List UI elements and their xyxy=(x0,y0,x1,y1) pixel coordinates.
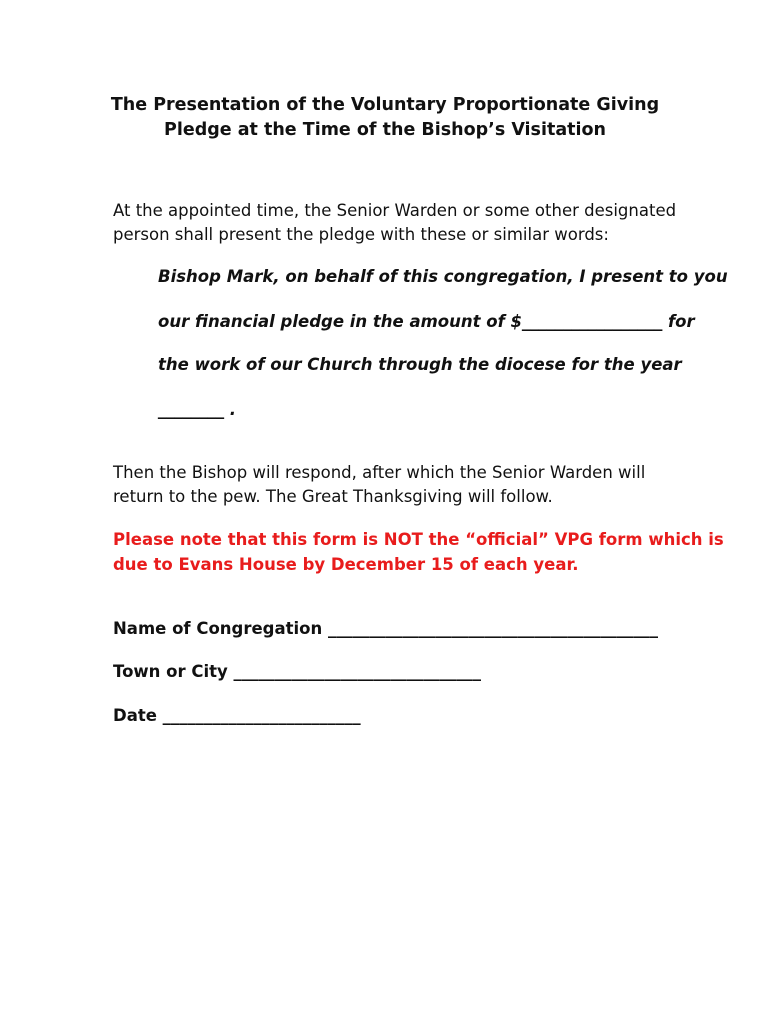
date-field: Date ________________________ xyxy=(113,706,361,725)
response-line-2: return to the pew. The Great Thanksgiving will follow. xyxy=(113,487,553,506)
town-city-field: Town or City ______________________________ xyxy=(113,662,482,681)
intro-line-2: person shall present the pledge with these or similar words: xyxy=(113,225,609,244)
pledge-line-4: ________ . xyxy=(158,400,237,419)
pledge-line-1: Bishop Mark, on behalf of this congregation, I present to you xyxy=(158,267,728,286)
intro-paragraph xyxy=(113,199,677,247)
page-title xyxy=(0,93,770,143)
intro-line-1: At the appointed time, the Senior Warden or some other designated xyxy=(113,201,677,220)
pledge-line-2: our financial pledge in the amount of $_________________ for xyxy=(158,312,695,331)
note-line-1: Please note that this form is NOT the “official” VPG form which is xyxy=(113,530,724,549)
response-line-1: Then the Bishop will respond, after which the Senior Warden will xyxy=(113,463,646,482)
note-line-2: due to Evans House by December 15 of each year. xyxy=(113,555,579,574)
response-paragraph xyxy=(113,461,653,509)
important-note xyxy=(113,527,724,577)
title-line-1: The Presentation of the Voluntary Proportionate Giving xyxy=(110,95,660,115)
title-line-2: Pledge at the Time of the Bishop’s Visitation xyxy=(164,120,606,140)
congregation-name-field: Name of Congregation ________________________________________ xyxy=(113,619,658,638)
pledge-line-3: the work of our Church through the diocese for the year xyxy=(158,355,682,374)
